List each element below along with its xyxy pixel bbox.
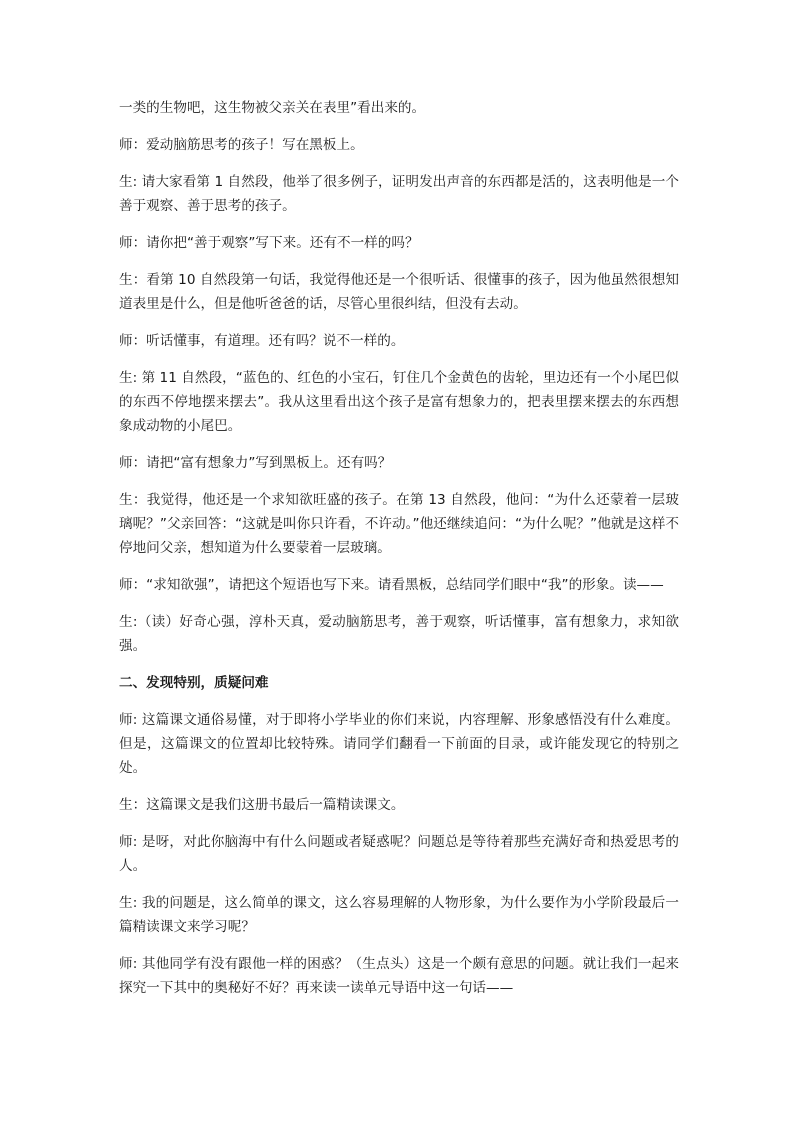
section-heading: 二、发现特别，质疑问难	[119, 675, 269, 691]
paragraph-3: 生: 请大家看第 1 自然段，他举了很多例子，证明发出声音的东西都是活的，这表明他是一个善于观察、善于思考的孩子。	[119, 174, 679, 214]
paragraph-7: 生: 第 11 自然段，“蓝色的、红色的小宝石，钉住几个金黄色的齿轮，里边还有一个小尾巴似的东西不停地摆来摆去”。我从这里看出这个孩子是富有想象力的，把表里摆来摆去的东西想象成动物的小尾巴。	[119, 370, 679, 434]
paragraph-12: 师: 这篇课文通俗易懂，对于即将小学毕业的你们来说，内容理解、形象感悟没有什么难度。但是，这篇课文的位置却比较特殊。请同学们翻看一下前面的目录，或许能发现它的特别之处。	[119, 712, 679, 776]
paragraph-11: 生:（读）好奇心强，淳朴天真，爱动脑筋思考，善于观察，听话懂事，富有想象力，求知欲强。	[119, 614, 679, 654]
paragraph-14: 师: 是呀，对此你脑海中有什么问题或者疑惑呢？问题总是等待着那些充满好奇和热爱思考的人。	[119, 834, 679, 874]
paragraph-6: 师：听话懂事，有道理。还有吗？说不一样的。	[119, 333, 405, 349]
paragraph-4: 师：请你把“善于观察”写下来。还有不一样的吗？	[119, 235, 419, 251]
paragraph-2: 师：爱动脑筋思考的孩子！写在黑板上。	[119, 137, 364, 153]
paragraph-10: 师：“求知欲强”，请把这个短语也写下来。请看黑板，总结同学们眼中“我”的形象。读——	[119, 577, 664, 593]
document-body	[119, 96, 679, 1013]
paragraph-1: 一类的生物吧，这生物被父亲关在表里”看出来的。	[119, 100, 426, 116]
paragraph-5: 生：看第 10 自然段第一句话，我觉得他还是一个很听话、很懂事的孩子，因为他虽然很想知道表里是什么，但是他听爸爸的话，尽管心里很纠结，但没有去动。	[119, 272, 679, 312]
paragraph-9: 生：我觉得，他还是一个求知欲旺盛的孩子。在第 13 自然段，他问：“为什么还蒙着一层玻璃呢？”父亲回答：“这就是叫你只许看，不许动。”他还继续追问：“为什么呢？”他就是这样不停地问父亲，想知道为什么要蒙着一层玻璃。	[119, 492, 679, 556]
paragraph-15: 生: 我的问题是，这么简单的课文，这么容易理解的人物形象，为什么要作为小学阶段最后一篇精读课文来学习呢？	[119, 895, 679, 935]
paragraph-16: 师: 其他同学有没有跟他一样的困惑？（生点头）这是一个颇有意思的问题。就让我们一起来探究一下其中的奥秘好不好？再来读一读单元导语中这一句话——	[119, 956, 679, 996]
paragraph-8: 师：请把“富有想象力”写到黑板上。还有吗？	[119, 455, 392, 471]
paragraph-13: 生：这篇课文是我们这册书最后一篇精读课文。	[119, 797, 405, 813]
